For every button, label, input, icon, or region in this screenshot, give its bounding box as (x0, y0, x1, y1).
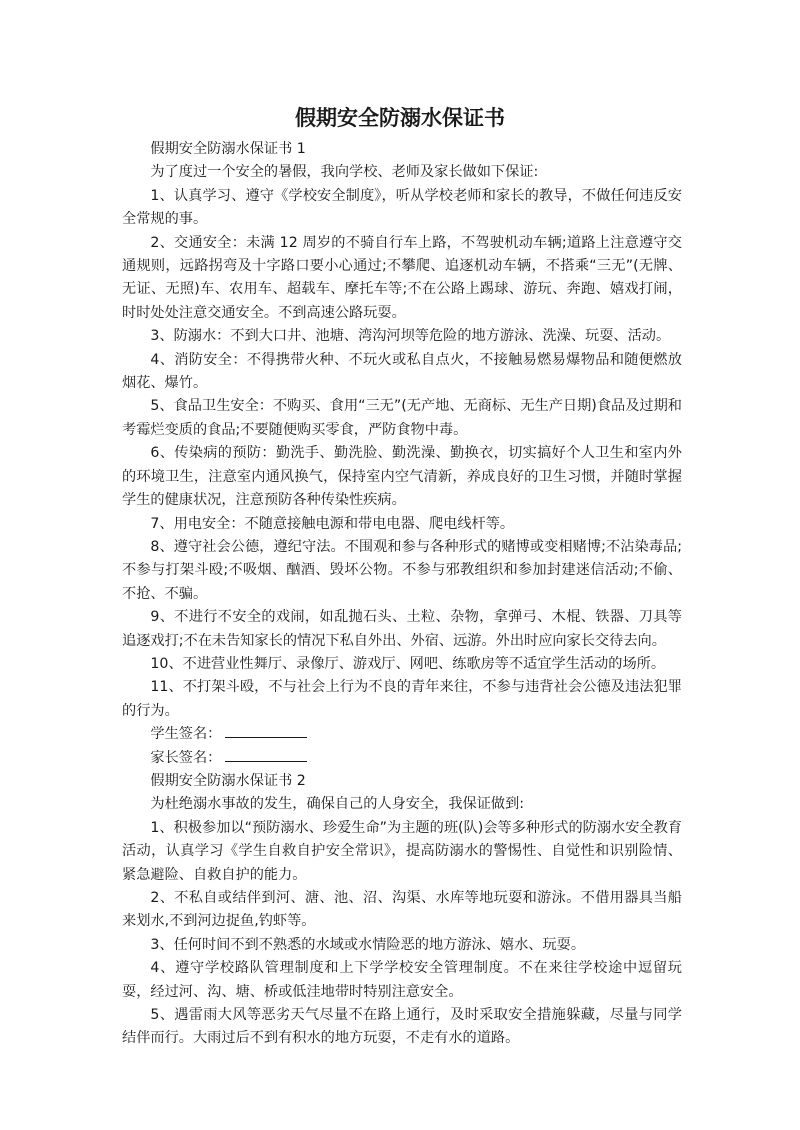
document-title: 假期安全防溺水保证书 (295, 105, 505, 130)
section1-item: 7、用电安全：不随意接触电源和带电电器、爬电线杆等。 (150, 515, 515, 532)
section1-item: 2、交通安全：未满 12 周岁的不骑自行车上路，不驾驶机动车辆;道路上注意遵守交通规则，远路拐弯及十字路口要小心通过;不攀爬、追逐机动车辆，不搭乘“三无”(无牌、无证、无照)车、农用车、超载车、摩托车等;不在公路上踢球、游玩、奔跑、嬉戏打闹，时时处处注意交通安全。不到高速公路玩耍。 (122, 234, 682, 321)
parent-signature-line (225, 747, 307, 762)
section1-item: 6、传染病的预防：勤洗手、勤洗脸、勤洗澡、勤换衣，切实搞好个人卫生和室内外的环境卫生，注意室内通风换气，保持室内空气清新，养成良好的卫生习惯，并随时掌握学生的健康状况，注意预防各种传染性疾病。 (122, 445, 682, 509)
section2-item: 3、任何时间不到不熟悉的水域或水情险恶的地方游泳、嬉水、玩耍。 (150, 936, 586, 953)
section1-item: 9、不进行不安全的戏闹，如乱抛石头、土粒、杂物，拿弹弓、木棍、铁器、刀具等追逐戏打;不在未告知家长的情况下私自外出、外宿、远游。外出时应向家长交待去向。 (122, 609, 682, 649)
parent-signature-label: 家长签名： (150, 749, 222, 766)
section2-item: 4、遵守学校路队管理制度和上下学学校安全管理制度。不在来往学校途中逗留玩耍，经过河、沟、塘、桥或低洼地带时特别注意安全。 (122, 960, 682, 1000)
document-body (122, 138, 682, 1051)
section2-item: 5、遇雷雨大风等恶劣天气尽量不在路上通行，及时采取安全措施躲藏，尽量与同学结伴而行。大雨过后不到有积水的地方玩耍，不走有水的道路。 (122, 1007, 682, 1047)
student-signature-label: 学生签名： (150, 726, 222, 743)
student-signature-row (122, 723, 682, 746)
section1-item: 8、遵守社会公德，遵纪守法。不围观和参与各种形式的赌博或变相赌博;不沾染毒品;不参与打架斗殴;不吸烟、酗酒、毁坏公物。不参与邪教组织和参加封建迷信活动;不偷、不抢、不骗。 (122, 538, 682, 602)
section1-item: 1、认真学习、遵守《学校安全制度》，听从学校老师和家长的教导，不做任何违反安全常规的事。 (122, 187, 682, 228)
section1-item: 3、防溺水：不到大口井、池塘、湾沟河坝等危险的地方游泳、洗澡、玩耍、活动。 (150, 328, 671, 345)
section1-item: 10、不进营业性舞厅、录像厅、游戏厅、网吧、练歌房等不适宜学生活动的场所。 (150, 655, 666, 672)
section2-item: 1、积极参加以“预防溺水、珍爱生命”为主题的班(队)会等多种形式的防溺水安全教育活动，认真学习《学生自救自护安全常识》，提高防溺水的警惕性、自觉性和识别险情、紧急避险、自救自护的能力。 (122, 819, 682, 883)
parent-signature-row (122, 747, 682, 770)
section1-heading: 假期安全防溺水保证书 1 (150, 141, 306, 157)
section2-item: 2、不私自或结伴到河、溏、池、沼、沟渠、水库等地玩耍和游泳。不借用器具当船来划水,不到河边捉鱼,钓虾等。 (122, 890, 682, 930)
section2-heading: 假期安全防溺水保证书 2 (150, 772, 306, 789)
section1-item: 5、食品卫生安全：不购买、食用“三无”(无产地、无商标、无生产日期)食品及过期和考霉烂变质的食品;不要随便购买零食，严防食物中毒。 (122, 398, 682, 438)
student-signature-line (225, 723, 307, 738)
section1-item: 11、不打架斗殴，不与社会上行为不良的青年来往，不参与违背社会公德及违法犯罪的行为。 (122, 679, 682, 719)
section1-item: 4、消防安全：不得携带火种、不玩火或私自点火，不接触易燃易爆物品和随便燃放烟花、爆竹。 (122, 351, 682, 392)
section2-intro: 为杜绝溺水事故的发生，确保自己的人身安全，我保证做到: (150, 796, 525, 813)
section1-intro: 为了度过一个安全的暑假，我向学校、老师及家长做如下保证: (150, 164, 539, 181)
